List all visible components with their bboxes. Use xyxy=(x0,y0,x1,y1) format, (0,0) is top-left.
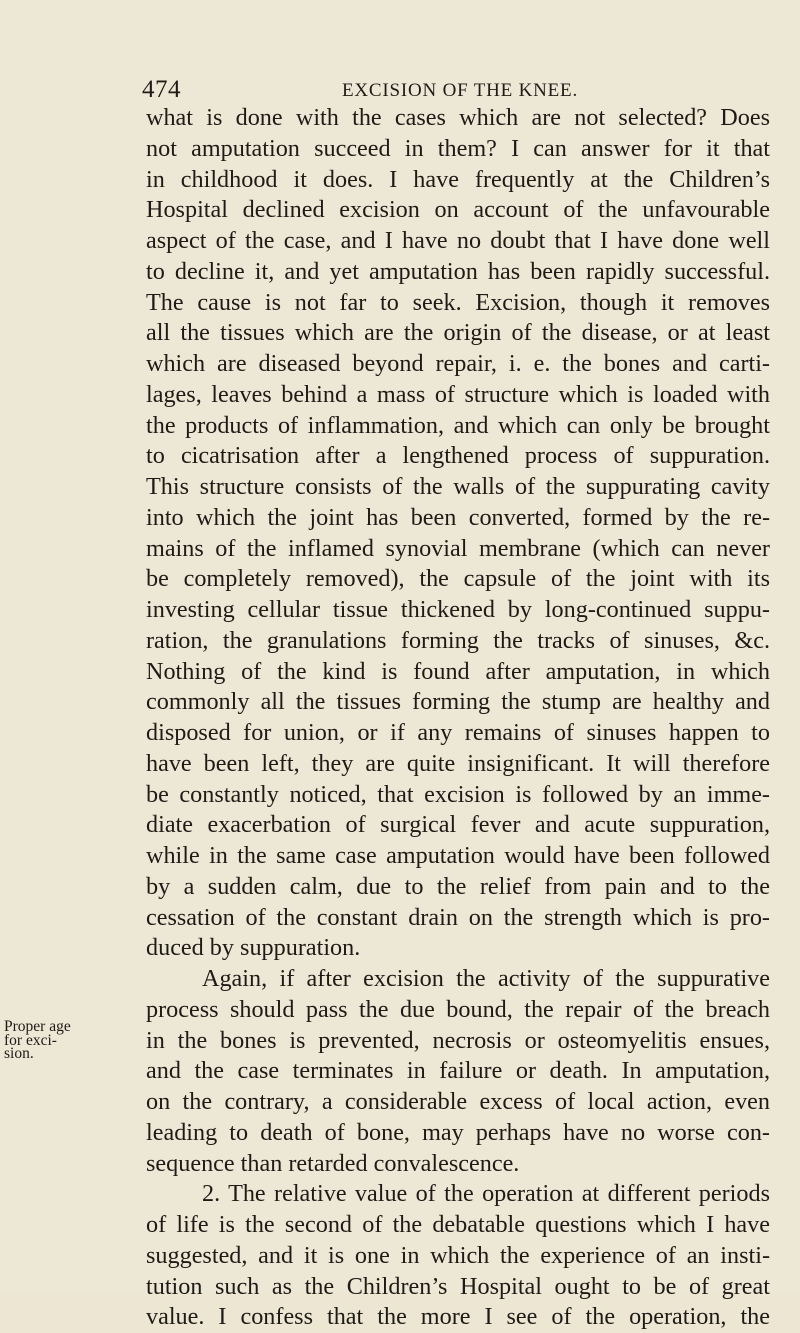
text-line: not amputation succeed in them? I can answer for it that xyxy=(146,134,770,162)
text-line: cessation of the constant drain on the strength which is pro- xyxy=(146,903,770,931)
text-line: disposed for union, or if any remains of sinuses happen to xyxy=(146,719,770,746)
text-line: Nothing of the kind is found after amputation, in which xyxy=(146,657,770,685)
text-line: to cicatrisation after a lengthened process of suppuration. xyxy=(146,442,770,470)
text-line: The cause is not far to seek. Excision, though it removes xyxy=(146,288,770,316)
text-line: investing cellular tissue thickened by long-continued suppu- xyxy=(146,596,770,623)
text-line: process should pass the due bound, the repair of the breach xyxy=(146,995,770,1023)
text-line: lages, leaves behind a mass of structure which is loaded with xyxy=(146,380,770,408)
text-line: the products of inflammation, and which can only be brought xyxy=(146,411,770,439)
text-line: diate exacerbation of surgical fever and acute suppuration, xyxy=(146,811,770,839)
text-line: while in the same case amputation would have been followed xyxy=(146,842,770,869)
text-line: on the contrary, a considerable excess of local action, even xyxy=(146,1088,770,1115)
margin-note-line: sion. xyxy=(4,1045,34,1062)
paragraph xyxy=(146,964,770,1179)
running-head: EXCISION OF THE KNEE. xyxy=(342,80,578,101)
text-line: value. I confess that the more I see of the operation, the xyxy=(146,1303,770,1331)
text-line: in childhood it does. I have frequently at the Children’s xyxy=(146,165,770,193)
text-line: mains of the inflamed synovial membrane (which can never xyxy=(146,534,770,562)
text-line: Hospital declined excision on account of the unfavourable xyxy=(146,196,770,224)
text-line: ration, the granulations forming the tracks of sinuses, &c. xyxy=(146,626,770,654)
text-line: in the bones is prevented, necrosis or osteomyelitis ensues, xyxy=(146,1026,770,1054)
text-line: have been left, they are quite insignificant. It will therefore xyxy=(146,749,770,777)
paragraph xyxy=(146,103,770,964)
text-line: Again, if after excision the activity of the suppurative xyxy=(202,965,770,992)
body-text xyxy=(146,103,770,1333)
page-number: 474 xyxy=(142,76,181,103)
text-line: be constantly noticed, that excision is followed by an imme- xyxy=(146,780,770,808)
text-line: to decline it, and yet amputation has been rapidly successful. xyxy=(146,257,770,285)
text-line: all the tissues which are the origin of the disease, or at least xyxy=(146,319,770,347)
text-line: leading to death of bone, may perhaps have no worse con- xyxy=(146,1118,770,1146)
text-line: 2. The relative value of the operation at different periods xyxy=(202,1180,770,1208)
text-line: suggested, and it is one in which the experience of an insti- xyxy=(146,1241,770,1269)
margin-note xyxy=(4,1020,94,1061)
text-line: commonly all the tissues forming the stump are healthy and xyxy=(146,688,770,716)
margin-note-line: Proper age xyxy=(4,1018,71,1035)
text-line: what is done with the cases which are not selected? Does xyxy=(146,104,770,131)
paragraph xyxy=(146,1179,770,1333)
text-line: which are diseased beyond repair, i. e. the bones and carti- xyxy=(146,350,770,377)
text-line: sequence than retarded convalescence. xyxy=(146,1149,520,1177)
text-line: and the case terminates in failure or death. In amputation, xyxy=(146,1057,770,1085)
text-line: be completely removed), the capsule of the joint with its xyxy=(146,565,770,593)
text-line: of life is the second of the debatable questions which I have xyxy=(146,1211,770,1238)
text-line: by a sudden calm, due to the relief from pain and to the xyxy=(146,872,770,900)
text-line: aspect of the case, and I have no doubt that I have done well xyxy=(146,227,770,254)
margin-note-line: for exci- xyxy=(4,1031,57,1049)
text-line: into which the joint has been converted, formed by the re- xyxy=(146,503,770,531)
text-line: tution such as the Children’s Hospital ought to be of great xyxy=(146,1272,770,1300)
text-line: duced by suppuration. xyxy=(146,934,361,962)
text-line: This structure consists of the walls of the suppurating cavity xyxy=(146,473,770,500)
